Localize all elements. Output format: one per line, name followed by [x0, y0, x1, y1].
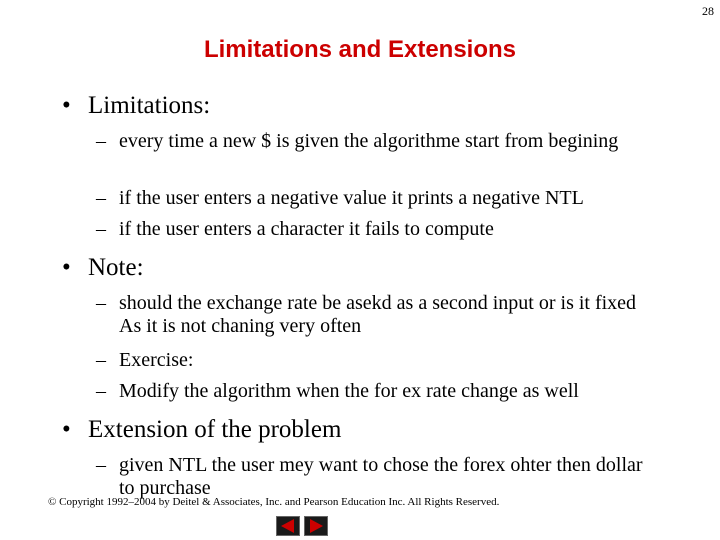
dash-icon: – — [96, 454, 106, 476]
dash-icon: – — [96, 187, 106, 209]
dash-icon: – — [96, 130, 106, 152]
bullet-icon: • — [62, 416, 71, 443]
sub-item — [96, 380, 656, 403]
dash-icon: – — [96, 349, 106, 371]
triangle-left-icon — [276, 516, 300, 536]
sub-item — [96, 187, 656, 210]
previous-slide-button[interactable] — [276, 516, 300, 536]
sub-item — [96, 349, 656, 372]
triangle-right-icon — [304, 516, 328, 536]
bullet-heading: Limitations: — [88, 92, 211, 119]
sub-item-text: should the exchange rate be asekd as a second input or is it fixed As it is not chaning very often — [119, 292, 637, 337]
next-slide-button[interactable] — [304, 516, 328, 536]
sub-item-text: Exercise: — [119, 349, 194, 371]
sub-item-text: if the user enters a negative value it prints a negative NTL — [119, 187, 584, 209]
dash-icon: – — [96, 292, 106, 314]
sub-item-text: given NTL the user mey want to chose the forex ohter then dollar to purchase — [119, 454, 643, 499]
bullet-icon: • — [62, 92, 71, 119]
dash-icon: – — [96, 380, 106, 402]
sub-item — [96, 454, 656, 500]
bullet-heading: Extension of the problem — [88, 416, 342, 443]
sub-item — [96, 292, 656, 338]
sub-item-text: if the user enters a character it fails to compute — [119, 218, 494, 240]
dash-icon: – — [96, 218, 106, 240]
sub-item — [96, 218, 656, 241]
page-number: 28 — [702, 4, 714, 18]
copyright-footer: © Copyright 1992–2004 by Deitel & Associates, Inc. and Pearson Education Inc. All Rights Reserved. — [48, 496, 500, 508]
bullet-icon: • — [62, 254, 71, 281]
bullet-heading: Note: — [88, 254, 144, 281]
sub-item-text: Modify the algorithm when the for ex rate change as well — [119, 380, 579, 402]
sub-item — [96, 130, 656, 153]
sub-item-text: every time a new $ is given the algorithme start from begining — [119, 130, 619, 152]
slide-title: Limitations and Extensions — [203, 36, 517, 63]
